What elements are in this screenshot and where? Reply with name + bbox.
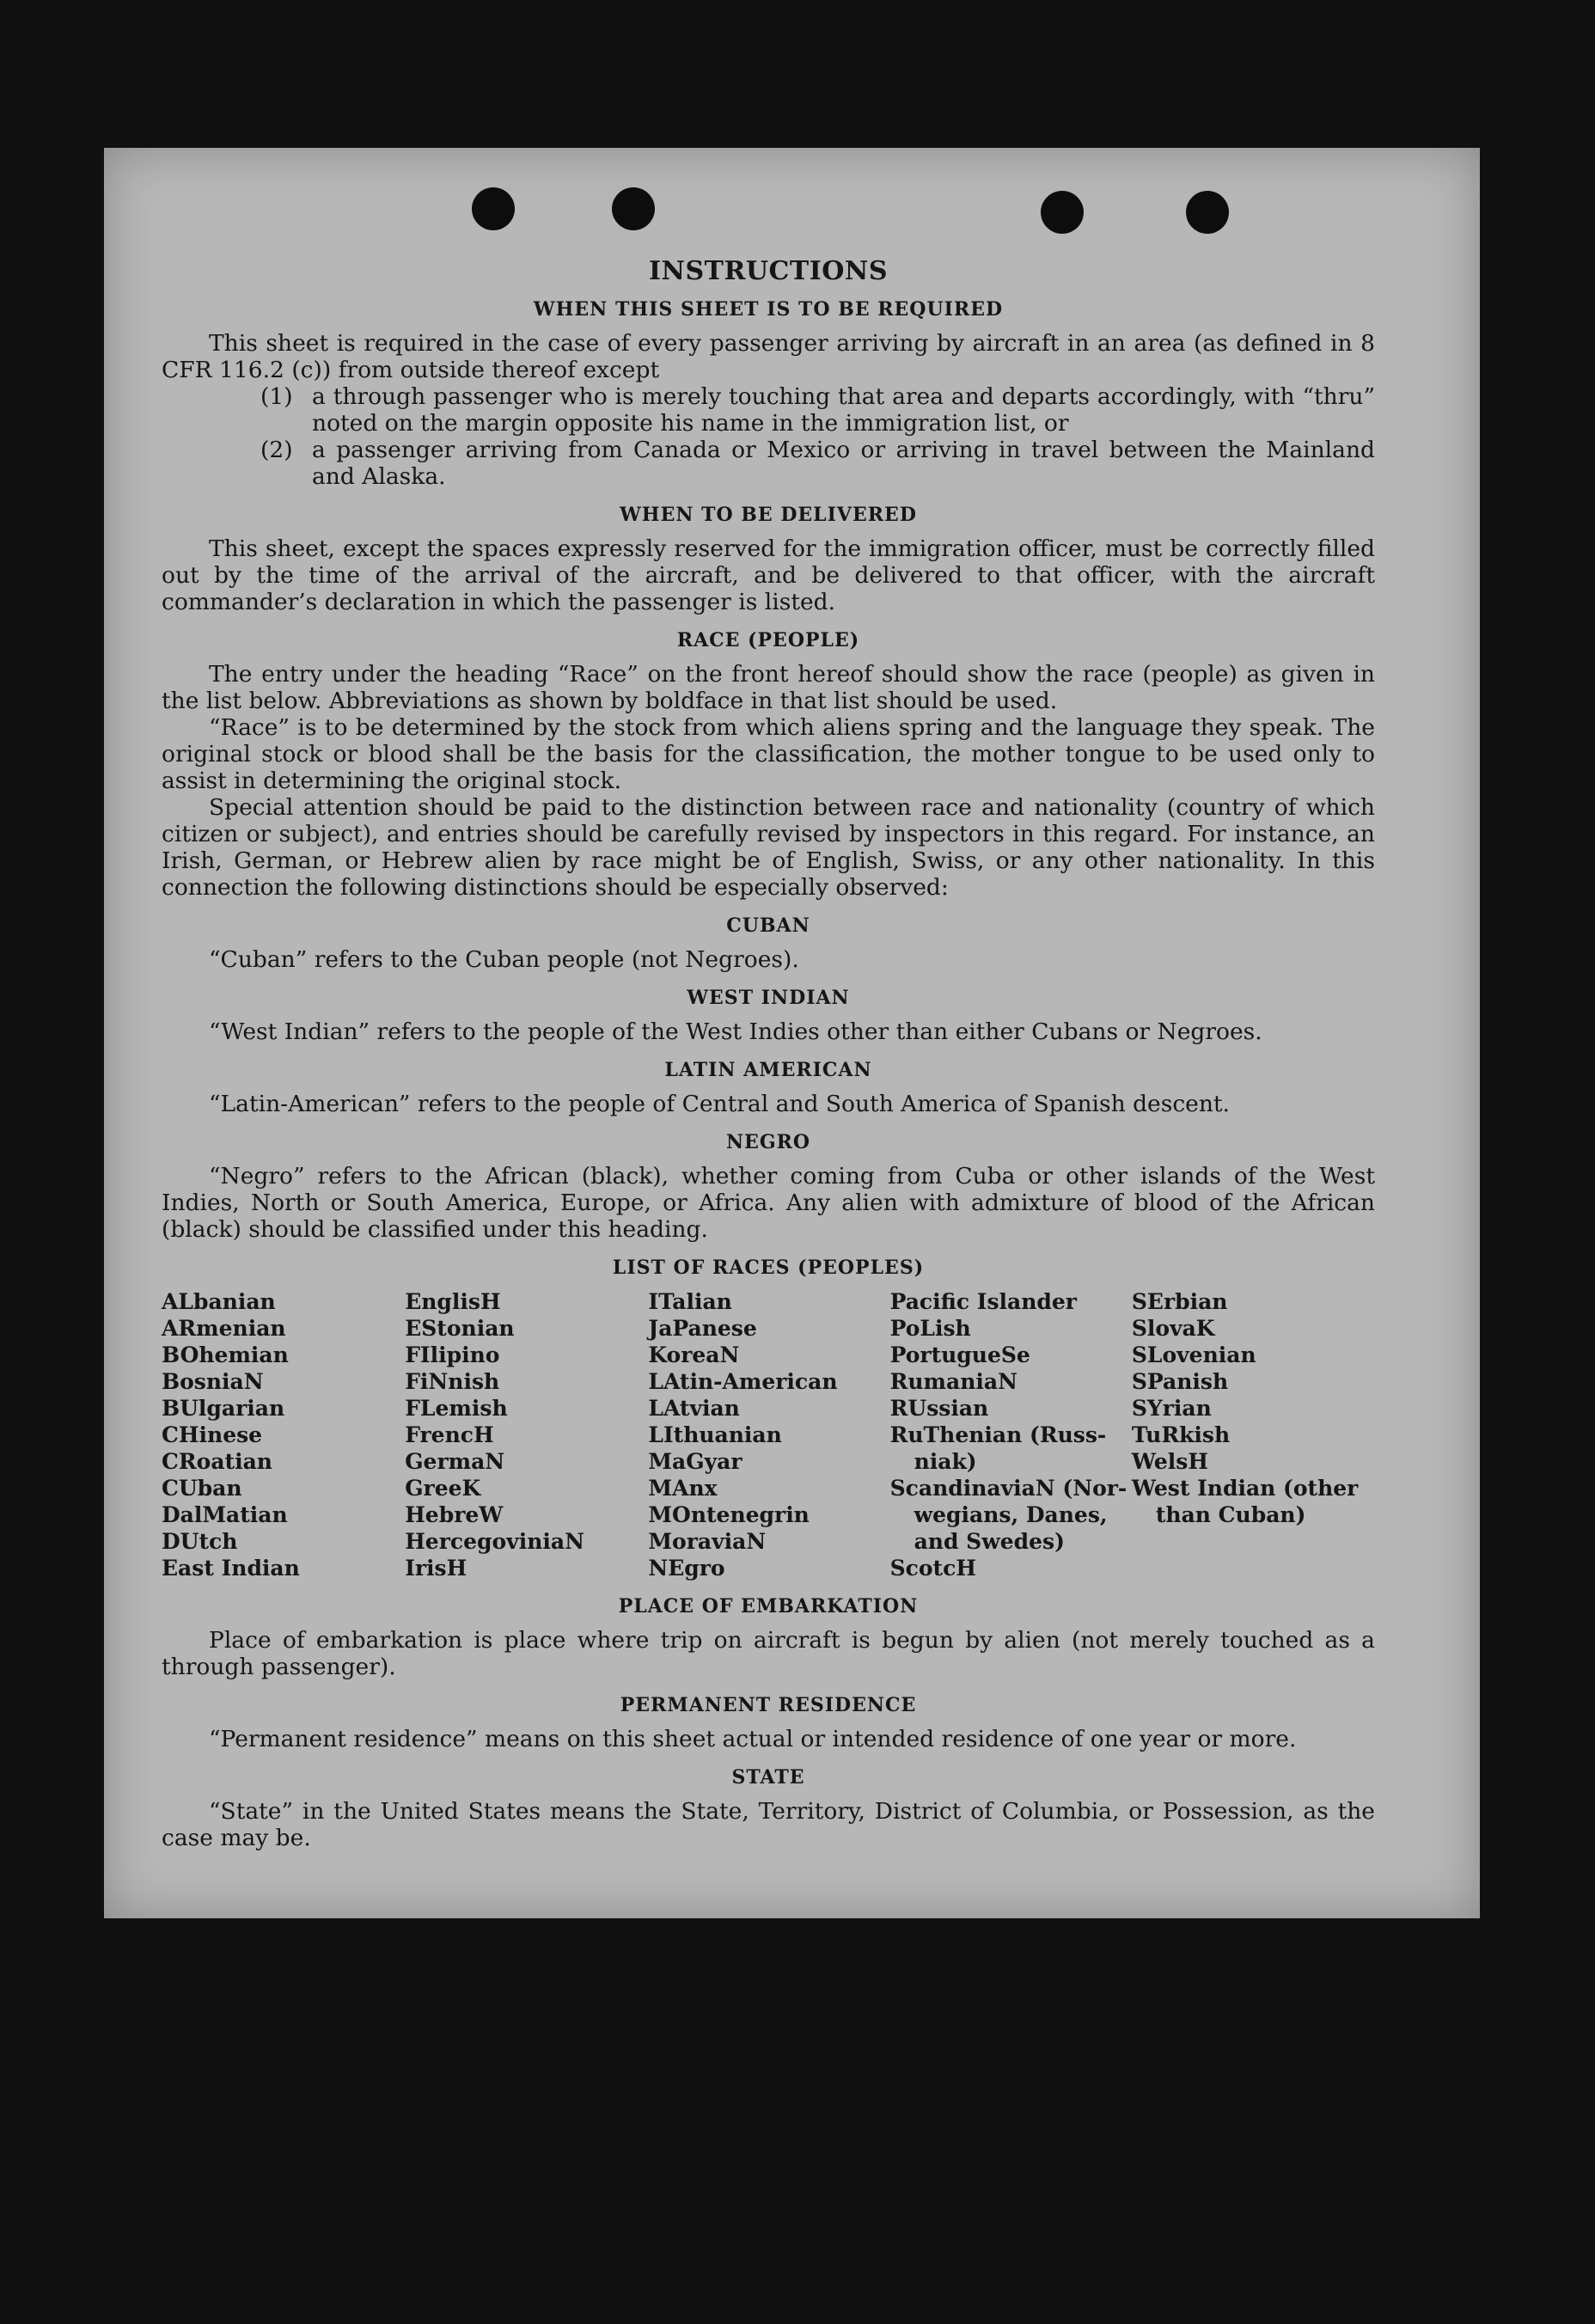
- race-item: BUlgarian: [162, 1396, 285, 1421]
- race-item: West Indian (other: [1131, 1476, 1359, 1501]
- races-table: [162, 1288, 1375, 1581]
- race-item: FIlipino: [405, 1342, 500, 1367]
- race-item: TuRkish: [1131, 1422, 1231, 1447]
- race-item: LIthuanian: [648, 1422, 782, 1447]
- race-item: SYrian: [1131, 1396, 1212, 1421]
- race-item: PortugueSe: [889, 1342, 1030, 1367]
- race-item: MOntenegrin: [648, 1502, 810, 1527]
- race-item: wegians, Danes,: [914, 1502, 1108, 1527]
- race-item: and Swedes): [914, 1529, 1065, 1554]
- list-item: [260, 383, 1375, 437]
- punch-hole: [472, 187, 515, 230]
- state-text: “State” in the United States means the State, Territory, District of Columbia, or Possession, as the case may be.: [162, 1798, 1375, 1851]
- section-heading-when-delivered: WHEN TO BE DELIVERED: [620, 504, 917, 526]
- race-item: JaPanese: [648, 1316, 757, 1341]
- race-item: RuThenian (Russ-: [889, 1422, 1107, 1447]
- races-column: [162, 1288, 405, 1581]
- race-item: RUssian: [889, 1396, 989, 1421]
- section-heading-list-of-races: LIST OF RACES (PEOPLES): [612, 1257, 925, 1279]
- when-delivered-text: This sheet, except the spaces expressly reserved for the immigration officer, must be correctly filled out by the time of the arrival of the aircraft, and be delivered to that officer, with the aircraft commander’s declaration in which the passenger is listed.: [162, 535, 1375, 615]
- race-item: ScandinaviaN (Nor-: [889, 1476, 1128, 1501]
- section-heading-race: RACE (PEOPLE): [676, 629, 860, 651]
- race-item: EStonian: [405, 1316, 515, 1341]
- race-item: CRoatian: [162, 1449, 272, 1474]
- race-item: GreeK: [405, 1476, 481, 1501]
- race-item: FrencH: [405, 1422, 494, 1447]
- item-text: a through passenger who is merely touching that area and departs accordingly, with “thru” noted on the margin opposite his name in the immigration list, or: [312, 383, 1375, 437]
- race-item: BosniaN: [162, 1369, 264, 1394]
- item-number: (1): [260, 383, 293, 410]
- race-item: FLemish: [405, 1396, 508, 1421]
- race-item: PoLish: [889, 1316, 971, 1341]
- race-item: CHinese: [162, 1422, 263, 1447]
- section-heading-residence: PERMANENT RESIDENCE: [620, 1694, 917, 1716]
- race-item: HebreW: [405, 1502, 504, 1527]
- race-item: DUtch: [162, 1529, 238, 1554]
- latin-american-text: “Latin-American” refers to the people of Central and South America of Spanish descent.: [209, 1091, 1230, 1117]
- race-item: ALbanian: [162, 1289, 276, 1314]
- race-item: Pacific Islander: [889, 1289, 1077, 1314]
- punch-hole: [1186, 191, 1229, 234]
- race-item: MAnx: [648, 1476, 718, 1501]
- list-item: [260, 437, 1375, 490]
- section-heading-embarkation: PLACE OF EMBARKATION: [618, 1595, 919, 1618]
- race-item: East Indian: [162, 1556, 300, 1581]
- race-item: FiNnish: [405, 1369, 500, 1394]
- punch-hole: [1041, 191, 1084, 234]
- section-heading-when-required: WHEN THIS SHEET IS TO BE REQUIRED: [533, 298, 1004, 321]
- races-column: [890, 1288, 1132, 1581]
- race-item: SlovaK: [1131, 1316, 1215, 1341]
- race-item: IrisH: [405, 1556, 468, 1581]
- race-paragraph-2: “Race” is to be determined by the stock from which aliens spring and the language they speak. The original stock or blood shall be the basis for the classification, the mother tongue to be used only to assist in determining the original stock.: [162, 714, 1375, 794]
- race-item: niak): [914, 1449, 977, 1474]
- section-heading-cuban: CUBAN: [726, 914, 810, 937]
- race-item: ScotcH: [889, 1556, 976, 1581]
- race-item: HercegoviniaN: [405, 1529, 584, 1554]
- race-item: SErbian: [1131, 1289, 1228, 1314]
- race-item: EnglisH: [405, 1289, 501, 1314]
- race-item: GermaN: [405, 1449, 505, 1474]
- section-heading-state: STATE: [731, 1766, 805, 1789]
- race-item: KoreaN: [648, 1342, 740, 1367]
- race-item: CUban: [162, 1476, 242, 1501]
- race-item: MaGyar: [648, 1449, 742, 1474]
- races-column: [648, 1288, 889, 1581]
- race-item: WelsH: [1131, 1449, 1208, 1474]
- race-item: ITalian: [648, 1289, 732, 1314]
- races-column: [1132, 1288, 1375, 1581]
- race-item: SLovenian: [1131, 1342, 1256, 1367]
- instructions-content: [162, 258, 1375, 1851]
- section-heading-latin-american: LATIN AMERICAN: [664, 1059, 872, 1081]
- race-item: ARmenian: [162, 1316, 286, 1341]
- item-text: a passenger arriving from Canada or Mexico or arriving in travel between the Mainland and Alaska.: [312, 437, 1375, 490]
- race-item: SPanish: [1131, 1369, 1229, 1394]
- race-item: MoraviaN: [648, 1529, 767, 1554]
- races-column: [405, 1288, 648, 1581]
- race-item: LAtin-American: [648, 1369, 838, 1394]
- embarkation-text: Place of embarkation is place where trip on aircraft is begun by alien (not merely touched as a through passenger).: [162, 1627, 1375, 1680]
- page-title: INSTRUCTIONS: [649, 256, 888, 286]
- punch-hole: [612, 187, 655, 230]
- west-indian-text: “West Indian” refers to the people of the West Indies other than either Cubans or Negroes.: [209, 1018, 1262, 1045]
- exceptions-list: [162, 383, 1375, 490]
- when-required-intro: This sheet is required in the case of every passenger arriving by aircraft in an area (as defined in 8 CFR 116.2 (c)) from outside thereof except: [162, 330, 1375, 383]
- section-heading-west-indian: WEST INDIAN: [687, 987, 850, 1009]
- race-item: RumaniaN: [889, 1369, 1018, 1394]
- race-item: LAtvian: [648, 1396, 740, 1421]
- race-paragraph-1: The entry under the heading “Race” on the front hereof should show the race (people) as given in the list below. Abbreviations as shown by boldface in that list should be used.: [162, 661, 1375, 714]
- cuban-text: “Cuban” refers to the Cuban people (not Negroes).: [209, 946, 799, 973]
- section-heading-negro: NEGRO: [725, 1131, 811, 1153]
- race-paragraph-3: Special attention should be paid to the distinction between race and nationality (country of which citizen or subject), and entries should be carefully revised by inspectors in this regard. For instance, an Irish, German, or Hebrew alien by race might be of English, Swiss, or any other nationality. In this connection the following distinctions should be especially observed:: [162, 794, 1375, 901]
- residence-text: “Permanent residence” means on this sheet actual or intended residence of one year or more.: [209, 1726, 1297, 1752]
- race-item: DalMatian: [162, 1502, 288, 1527]
- race-item: BOhemian: [162, 1342, 289, 1367]
- race-item: than Cuban): [1155, 1502, 1306, 1527]
- negro-text: “Negro” refers to the African (black), whether coming from Cuba or other islands of the West Indies, North or South America, Europe, or Africa. Any alien with admixture of blood of the African (black) should be classified under this heading.: [162, 1163, 1375, 1243]
- race-item: NEgro: [648, 1556, 725, 1581]
- item-number: (2): [260, 437, 293, 463]
